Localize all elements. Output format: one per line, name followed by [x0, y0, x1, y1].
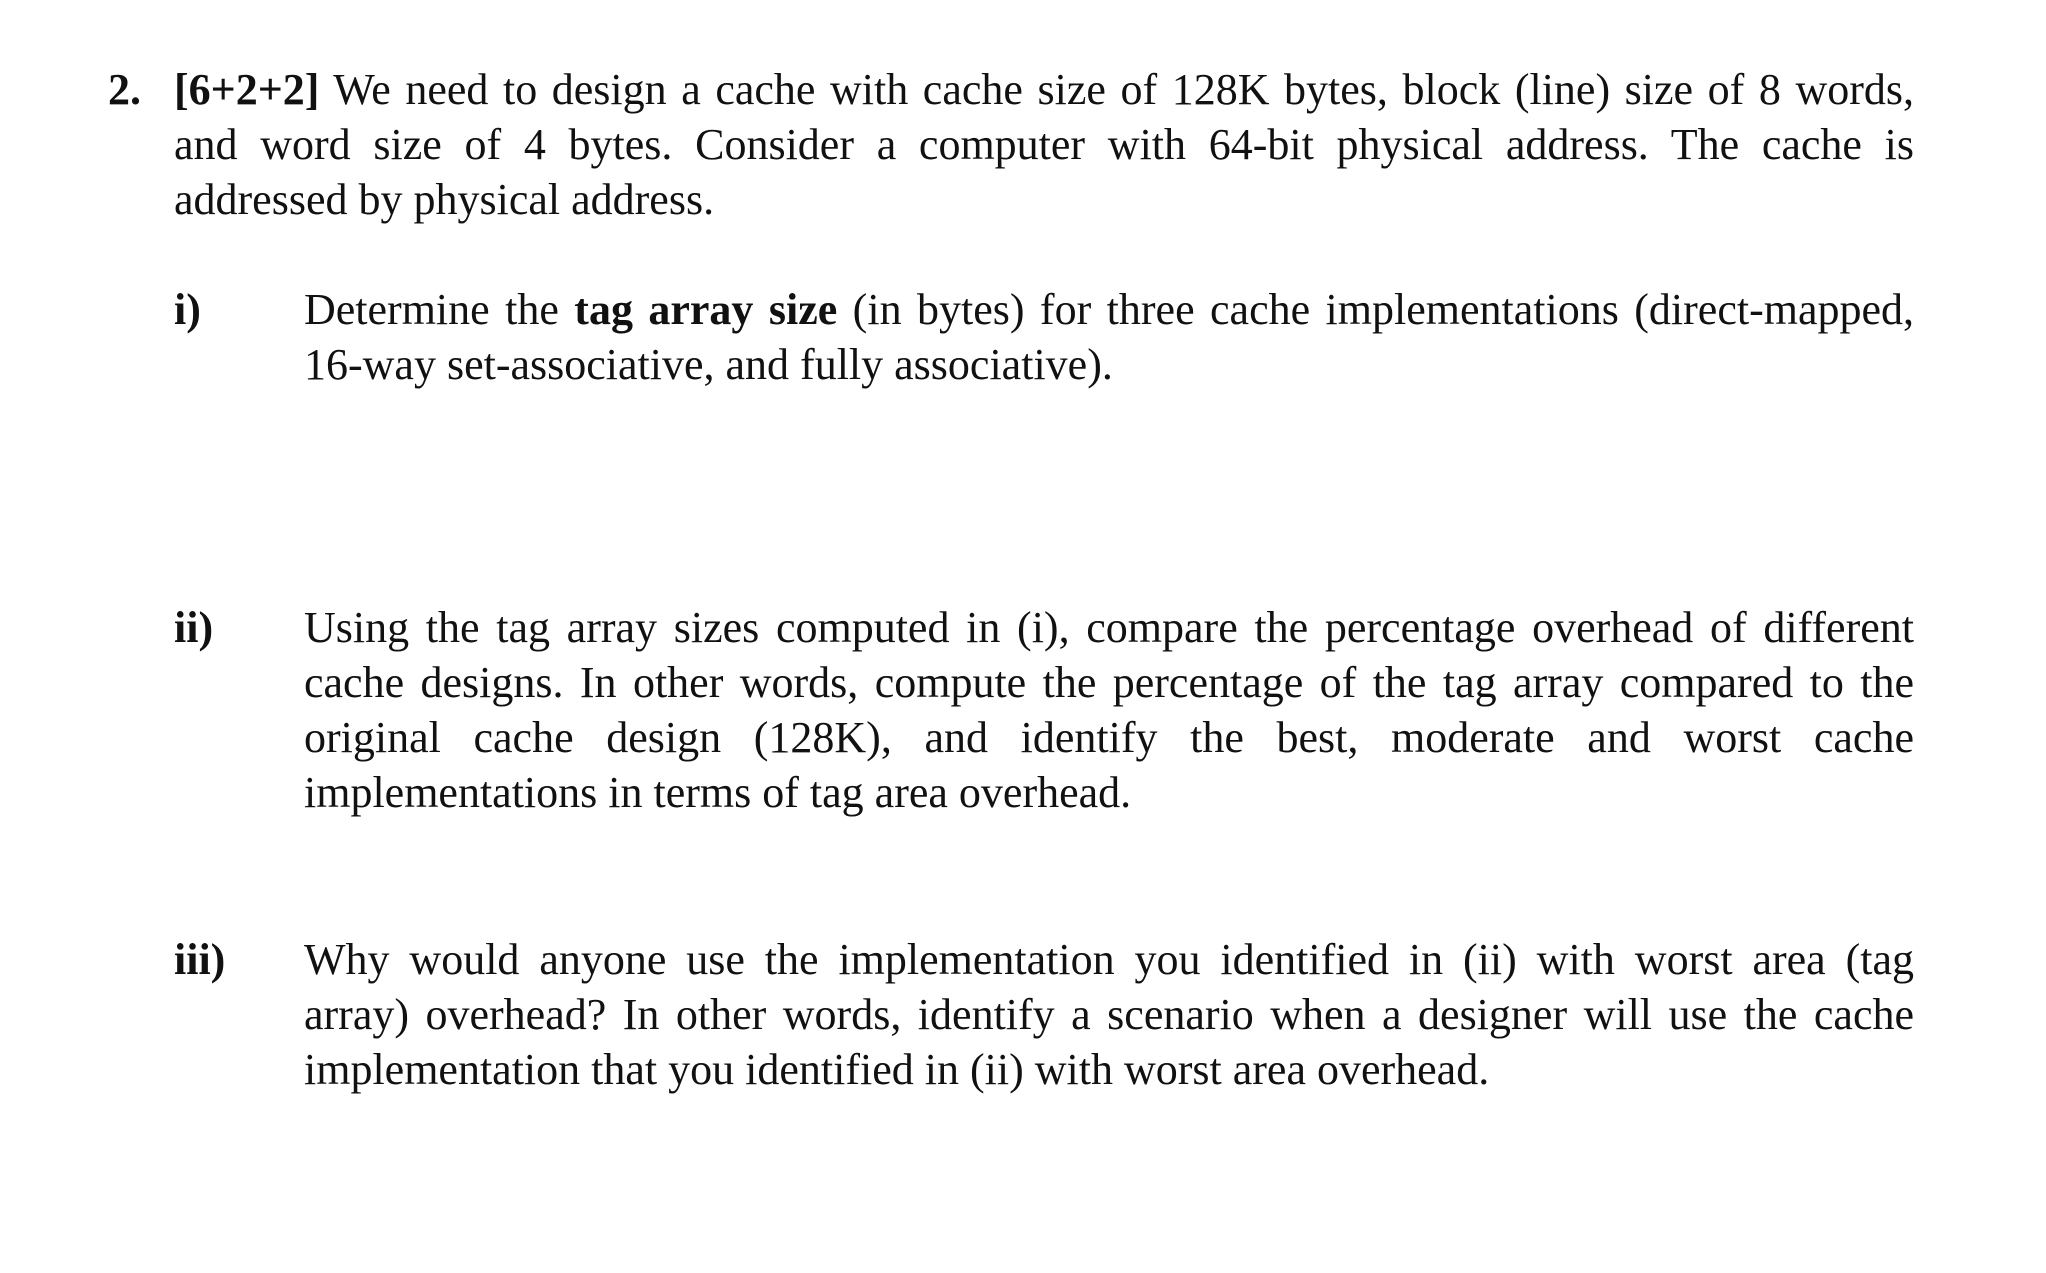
part-text [304, 282, 1914, 392]
question-marks: [6+2+2] [174, 65, 320, 114]
part-text-before: Determine the [304, 285, 575, 334]
question-number: 2. [108, 65, 141, 114]
part-text: Why would anyone use the implementation you identified in (ii) with worst area (tag array) overhead? In other words, identify a scenario when a designer will use the cache implementation that you identified in (ii) with worst area overhead. [304, 935, 1914, 1094]
question-intro [174, 62, 1914, 227]
part-label: ii) [174, 603, 214, 652]
part-text-after: (in bytes) for three cache implementations (direct-mapped, 16-way set-associative, and fully associative). [304, 285, 1915, 389]
question-intro-text: We need to design a cache with cache size of 128K bytes, block (line) size of 8 words, and word size of 4 bytes. Consider a computer with 64-bit physical address. The cache is addressed by physical address. [174, 65, 1914, 224]
part-label: iii) [174, 935, 226, 984]
part-text: Using the tag array sizes computed in (i), compare the percentage overhead of different cache designs. In other words, compute the percentage of the tag array compared to the original cache design (128K), and identify the best, moderate and worst cache implementations in terms of tag area overhead. [304, 603, 1914, 817]
part-label: i) [174, 285, 201, 334]
part-text-bold: tag array size [574, 285, 838, 334]
